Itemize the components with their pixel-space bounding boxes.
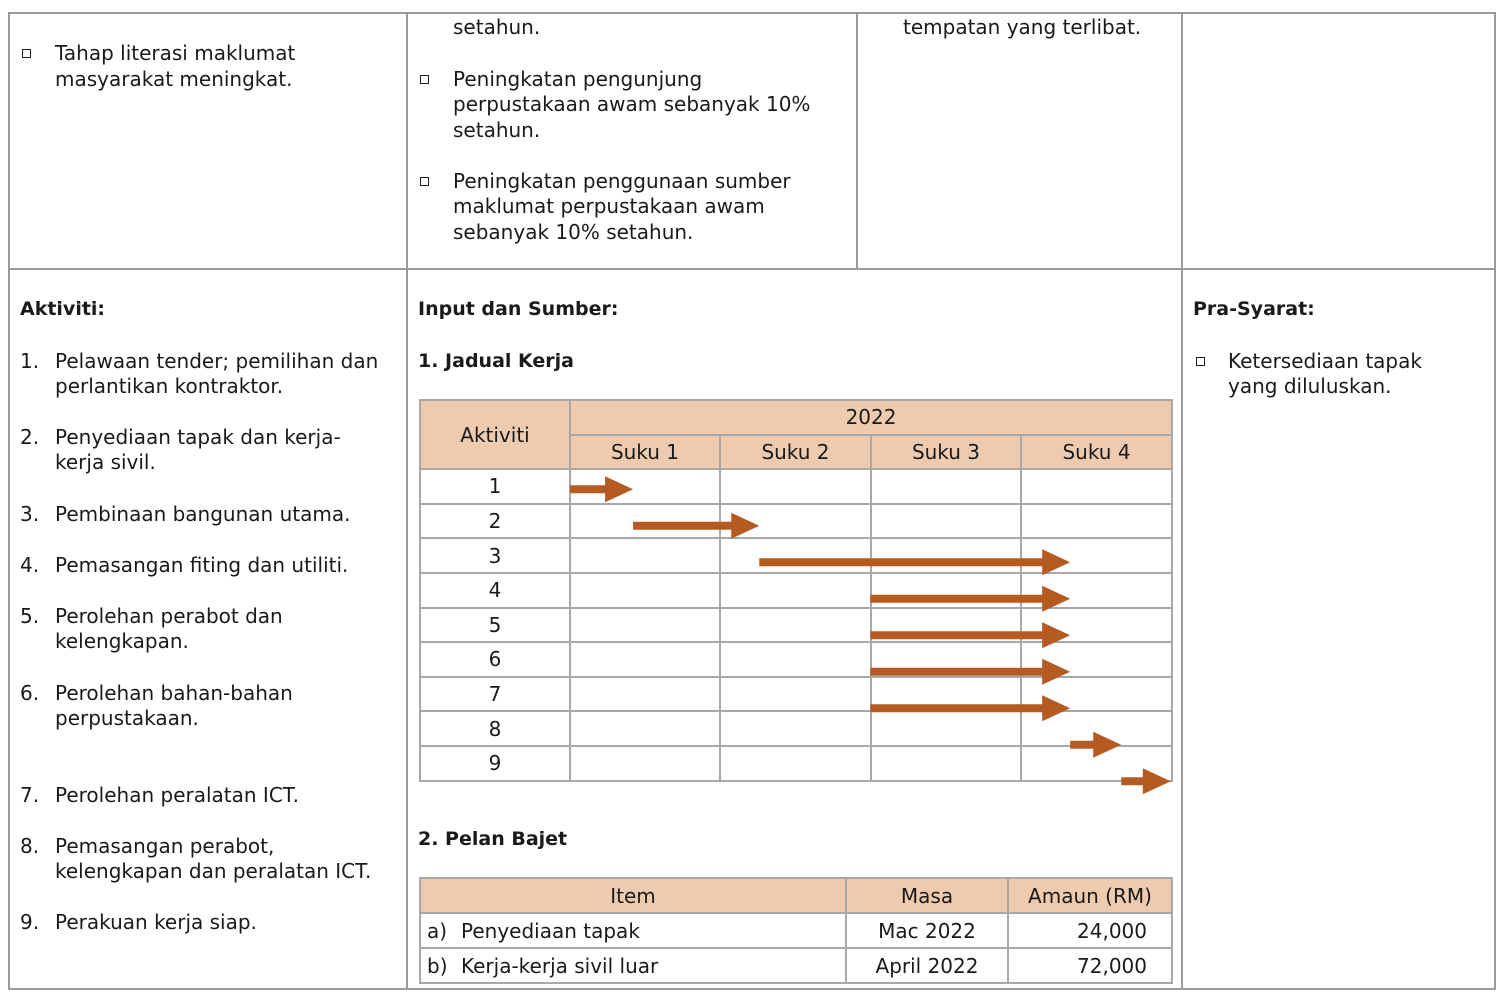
budget-item-name: Penyediaan tapak	[461, 918, 640, 943]
gantt-arrow-8	[1070, 732, 1121, 758]
budget-amaun-cell: 72,000	[1008, 948, 1172, 983]
aktiviti-number: 3.	[20, 502, 40, 526]
col2-b2-line-1: Peningkatan penggunaan sumber	[453, 169, 791, 193]
gantt-arrow-6	[870, 659, 1070, 685]
aktiviti-number: 8.	[20, 834, 40, 858]
budget-row	[420, 948, 1172, 983]
aktiviti-number: 4.	[20, 553, 40, 577]
budget-table	[419, 877, 1171, 984]
gantt-arrow-2	[633, 513, 759, 539]
col2-top-text: setahun.	[453, 15, 541, 39]
col2-b1-line-3: setahun.	[453, 118, 541, 142]
gantt-header-q4: Suku 4	[1021, 435, 1172, 470]
gantt-header-activity: Aktiviti	[420, 400, 570, 469]
gantt-arrow-9	[1121, 768, 1171, 794]
col2-b1-line-2: perpustakaan awam sebanyak 10%	[453, 92, 811, 116]
budget-masa-cell: April 2022	[846, 948, 1008, 983]
gantt-row-label: 2	[420, 504, 570, 539]
gantt-header-q3: Suku 3	[871, 435, 1021, 470]
gantt-header-q1: Suku 1	[570, 435, 720, 470]
prasyarat-line-2: yang diluluskan.	[1228, 374, 1392, 398]
budget-item-label: b)	[427, 953, 448, 978]
col3-top-text: tempatan yang terlibat.	[903, 15, 1142, 39]
aktiviti-item-text: kelengkapan.	[55, 629, 189, 653]
aktiviti-number: 2.	[20, 425, 40, 449]
budget-row	[420, 913, 1172, 948]
budget-item-cell	[420, 913, 846, 948]
gantt-arrow-1	[570, 476, 633, 502]
aktiviti-item-text: Pelawaan tender; pemilihan dan	[55, 349, 379, 373]
budget-item-name: Kerja-kerja sivil luar	[461, 953, 659, 978]
aktiviti-item-text: Penyediaan tapak dan kerja-	[55, 425, 341, 449]
gantt-row-label: 5	[420, 608, 570, 643]
gantt-header-year: 2022	[570, 400, 1172, 435]
aktiviti-number: 6.	[20, 681, 40, 705]
aktiviti-item-text: Perolehan peralatan ICT.	[55, 783, 299, 807]
aktiviti-heading: Aktiviti:	[20, 298, 106, 320]
prasyarat-heading: Pra-Syarat:	[1193, 298, 1315, 320]
bajet-heading: 2. Pelan Bajet	[418, 828, 568, 850]
aktiviti-number: 5.	[20, 604, 40, 628]
budget-item-label: a)	[427, 918, 448, 943]
aktiviti-item-text: kelengkapan dan peralatan ICT.	[55, 859, 372, 883]
aktiviti-item-text: Perolehan perabot dan	[55, 604, 283, 628]
jadual-heading: 1. Jadual Kerja	[418, 350, 574, 372]
gantt-row-label: 9	[420, 746, 570, 781]
aktiviti-item-text: perpustakaan.	[55, 706, 199, 730]
gantt-row-label: 7	[420, 677, 570, 712]
aktiviti-item-text: Pemasangan fiting dan utiliti.	[55, 553, 349, 577]
aktiviti-number: 9.	[20, 910, 40, 934]
input-heading: Input dan Sumber:	[418, 298, 619, 320]
aktiviti-item-text: Perakuan kerja siap.	[55, 910, 257, 934]
col2-b1-line-1: Peningkatan pengunjung	[453, 67, 703, 91]
aktiviti-item-text: Perolehan bahan-bahan	[55, 681, 293, 705]
col2-b2-line-3: sebanyak 10% setahun.	[453, 220, 694, 244]
budget-header-masa: Masa	[846, 878, 1008, 913]
budget-masa-cell: Mac 2022	[846, 913, 1008, 948]
aktiviti-item-text: Pembinaan bangunan utama.	[55, 502, 351, 526]
col2-b2-line-2: maklumat perpustakaan awam	[453, 194, 765, 218]
gantt-header-q2: Suku 2	[720, 435, 871, 470]
aktiviti-number: 1.	[20, 349, 40, 373]
budget-item-cell	[420, 948, 846, 983]
gantt-arrow-5	[870, 622, 1070, 648]
gantt-row-label: 4	[420, 573, 570, 608]
gantt-arrow-3	[759, 549, 1070, 575]
aktiviti-item-text: Pemasangan perabot,	[55, 834, 275, 858]
budget-header-item: Item	[420, 878, 846, 913]
aktiviti-number: 7.	[20, 783, 40, 807]
gantt-arrow-4	[870, 586, 1070, 612]
gantt-row-label: 3	[420, 538, 570, 573]
prasyarat-line-1: Ketersediaan tapak	[1228, 349, 1422, 373]
gantt-row-label: 6	[420, 642, 570, 677]
col1-line-2: masyarakat meningkat.	[55, 67, 293, 91]
gantt-arrow-7	[870, 695, 1070, 721]
aktiviti-item-text: kerja sivil.	[55, 450, 156, 474]
col1-line-1: Tahap literasi maklumat	[55, 41, 296, 65]
budget-amaun-cell: 24,000	[1008, 913, 1172, 948]
gantt-row-label: 8	[420, 711, 570, 746]
aktiviti-item-text: perlantikan kontraktor.	[55, 374, 284, 398]
budget-header-amaun: Amaun (RM)	[1008, 878, 1172, 913]
gantt-row-label: 1	[420, 469, 570, 504]
